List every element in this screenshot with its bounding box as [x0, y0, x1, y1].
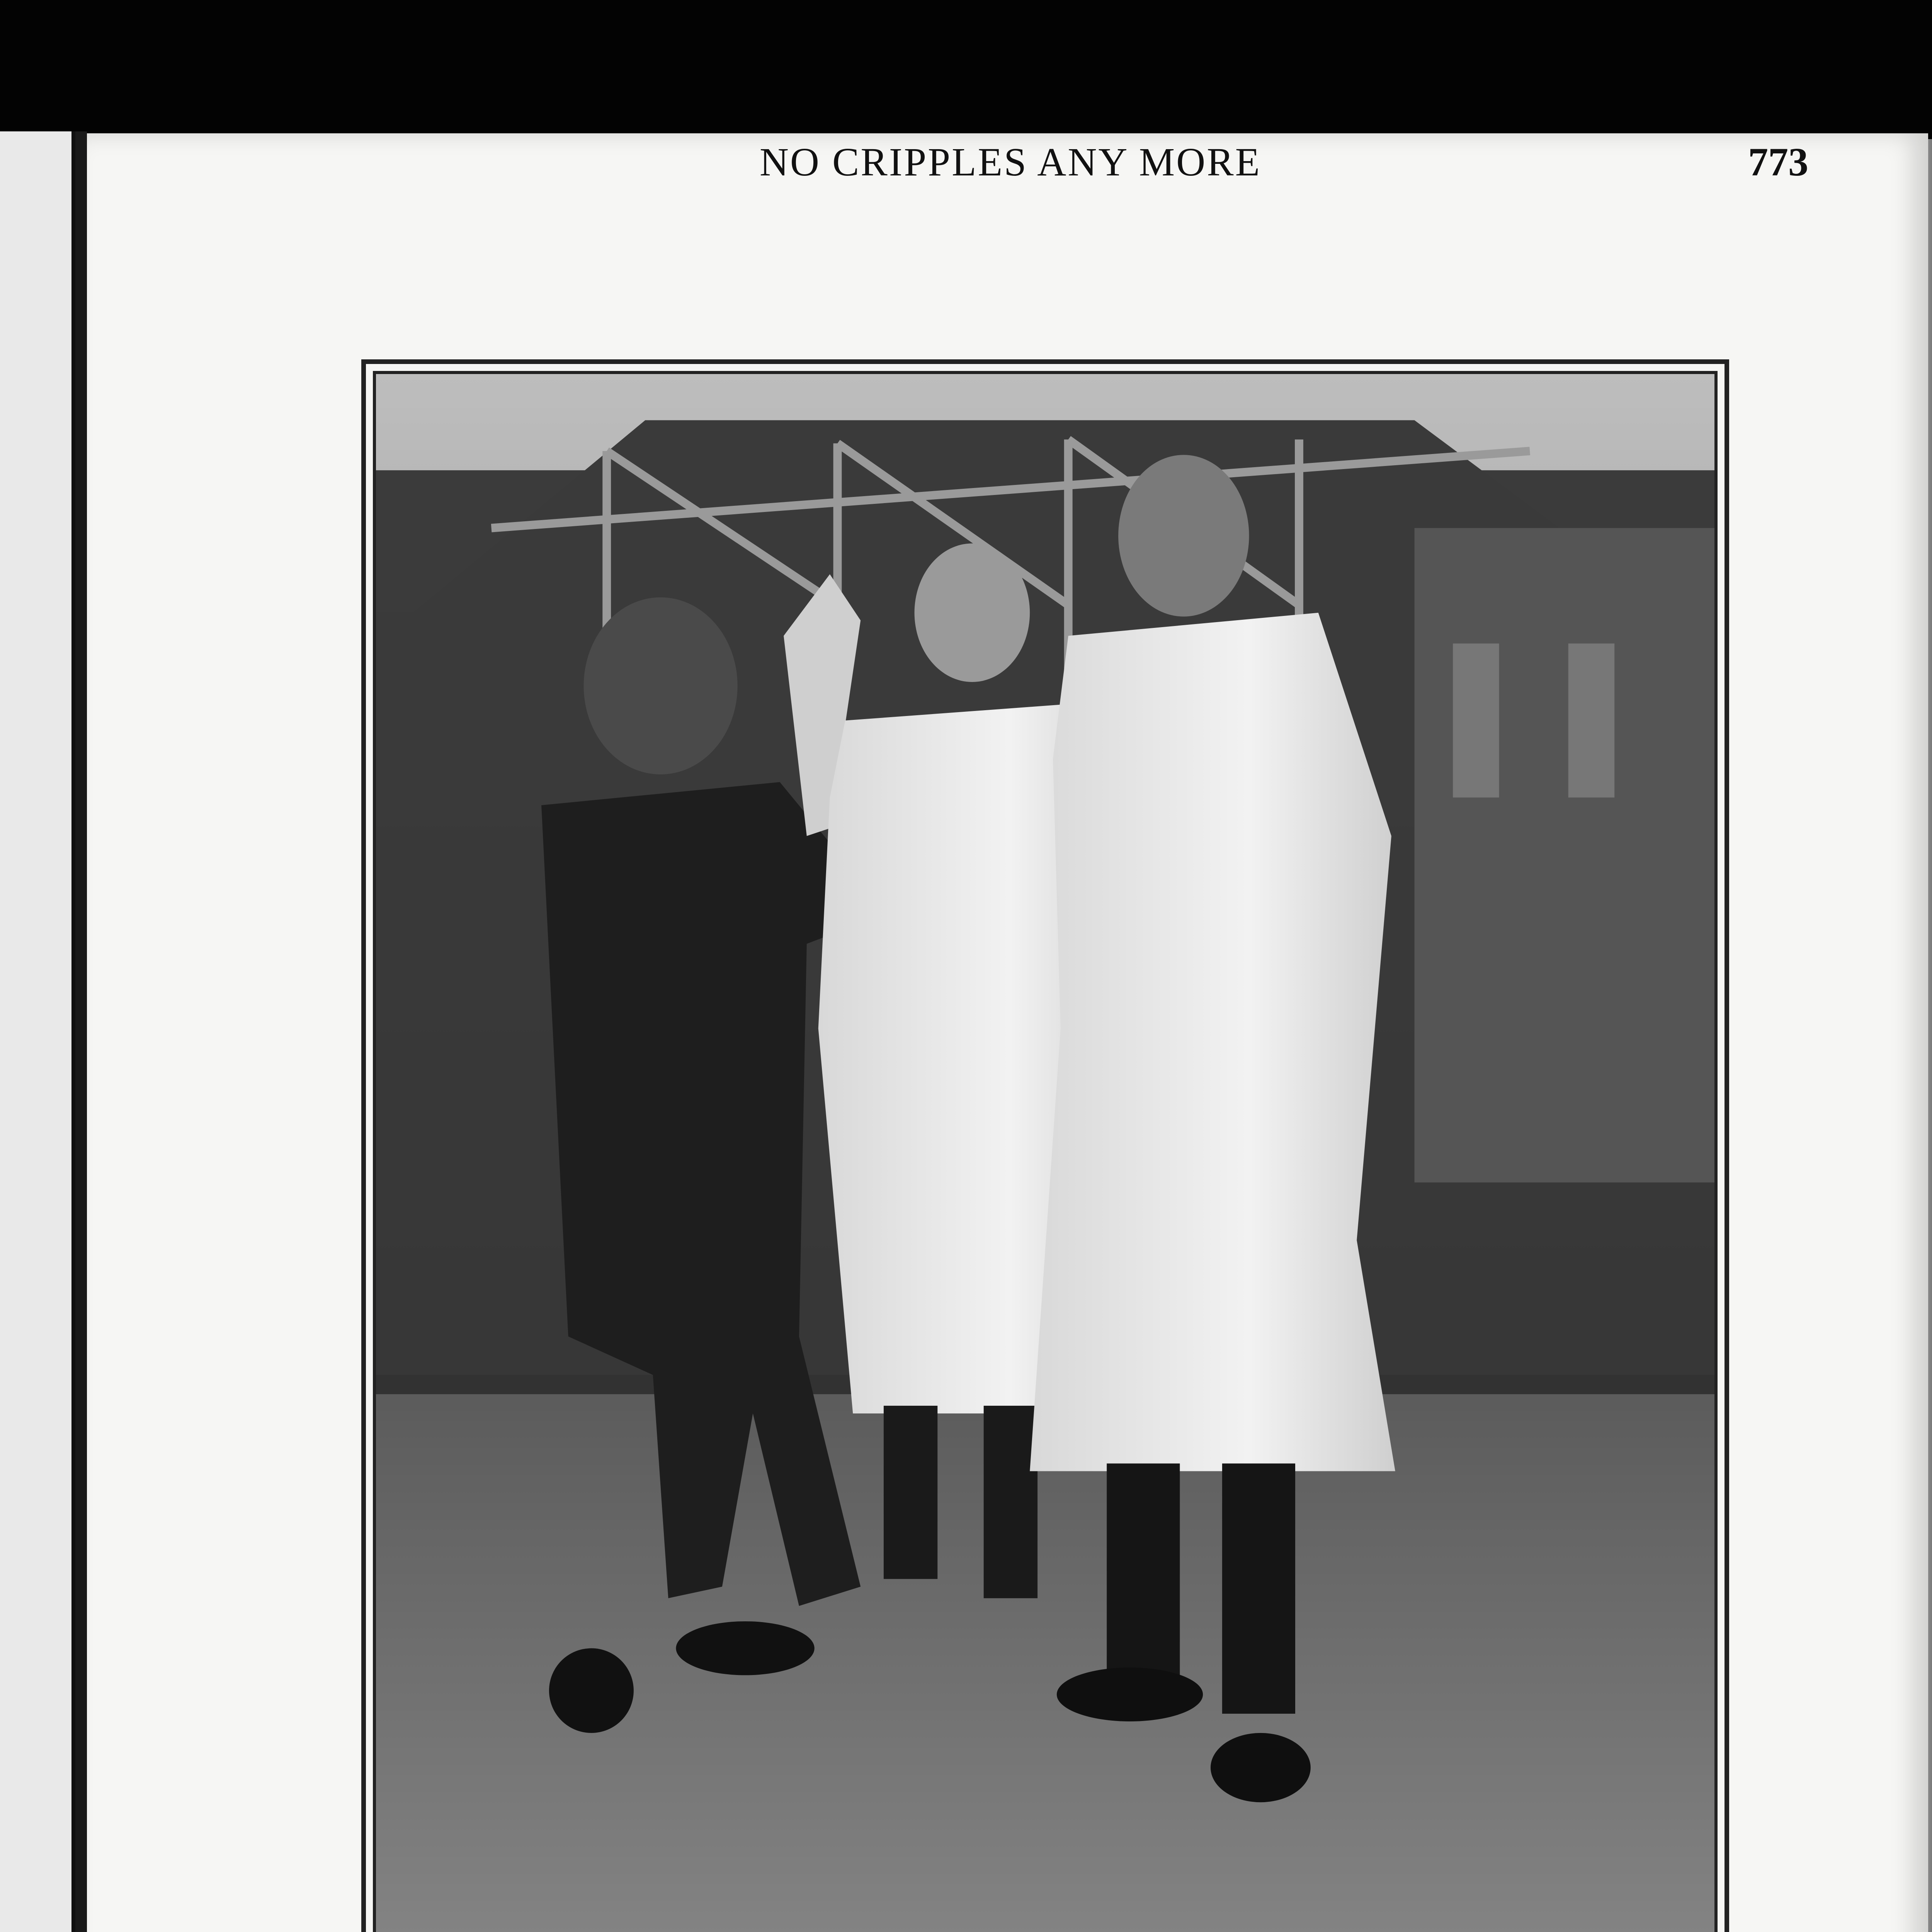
- page-header: [213, 138, 1808, 192]
- photograph-frame: [361, 359, 1729, 1932]
- running-head: NO CRIPPLES ANY MORE: [759, 140, 1262, 184]
- book-gutter: [75, 131, 87, 1932]
- photograph: [376, 374, 1714, 1932]
- page-number: 773: [1748, 140, 1808, 184]
- facing-page-edge: [0, 131, 75, 1932]
- page-stack-edge: [1928, 139, 1932, 1932]
